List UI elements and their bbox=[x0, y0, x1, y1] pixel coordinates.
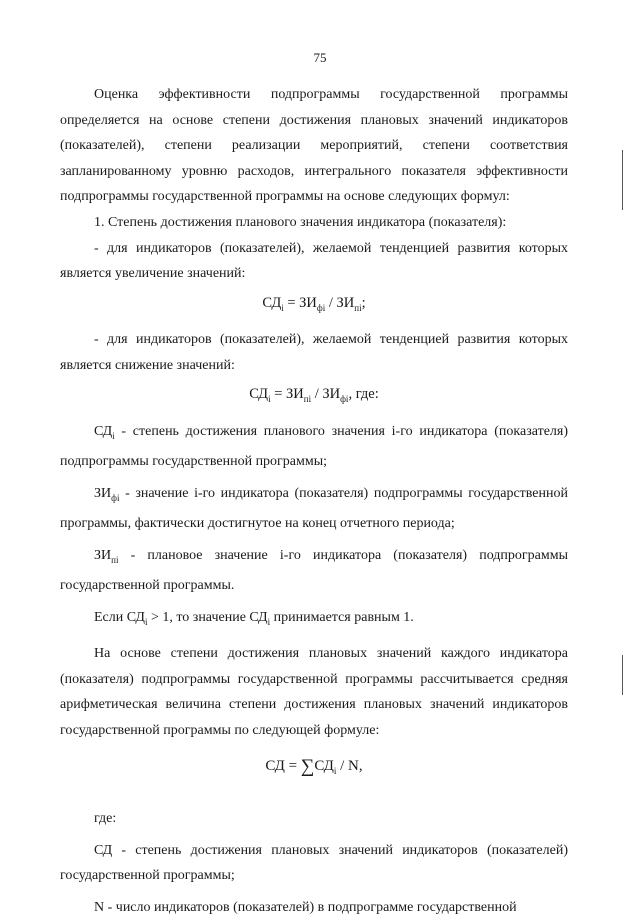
page-number: 75 bbox=[313, 50, 327, 65]
formula-term: ; bbox=[361, 294, 366, 311]
formula-term: СД = bbox=[265, 757, 301, 774]
definition-subscript: i bbox=[112, 430, 115, 441]
definition-text: - степень достижения планового значения i-го индикатора (показателя) подпрограммы государственной программы; bbox=[60, 423, 568, 470]
document-body bbox=[60, 82, 568, 921]
formula-subscript: i bbox=[268, 394, 271, 405]
formula-subscript: фi bbox=[340, 394, 349, 405]
formula-average bbox=[60, 754, 568, 785]
paragraph-average: На основе степени достижения плановых значений каждого индикатора (показателя) подпрограммы государственной программы рассчитывается средняя арифметическая величина степени достижения плановых значений индикаторов государственной программы по следующей формуле: bbox=[60, 646, 568, 739]
definition-term: ЗИ bbox=[94, 485, 112, 501]
definition-subscript: фi bbox=[111, 492, 120, 503]
condition-subscript: i bbox=[144, 616, 148, 627]
formula-term: = ЗИ bbox=[270, 386, 304, 403]
definition-zi-plan bbox=[60, 543, 568, 599]
formula-subscript: пi bbox=[354, 302, 362, 313]
formula-term: / N, bbox=[336, 757, 363, 774]
formula-term: / ЗИ bbox=[311, 386, 341, 403]
formula-increase bbox=[60, 291, 568, 321]
condition-text: > 1, то значение СД bbox=[147, 609, 268, 625]
scan-margin-mark bbox=[622, 150, 623, 210]
definition-subscript: пi bbox=[111, 554, 119, 565]
definition-text: - значение i-го индикатора (показателя) подпрограммы государственной программы, фактически достигнутое на конец отчетного периода; bbox=[60, 485, 568, 532]
paragraph-intro: Оценка эффективности подпрограммы государственной программы определяется на основе степени достижения плановых значений индикаторов (показателей), степени реализации мероприятий, степени соответствия запланированному уровню расходов, интегрального показателя эффективности подпрограммы государственной программы на основе следующих формул: bbox=[60, 87, 568, 205]
definition-sd-total: СД - степень достижения плановых значений индикаторов (показателей) государственной программы; bbox=[60, 842, 568, 884]
formula-term: СД bbox=[249, 386, 269, 403]
formula-subscript: фi bbox=[316, 302, 326, 313]
definition-zi-fact bbox=[60, 481, 568, 537]
sum-symbol: ∑ bbox=[300, 755, 315, 777]
paragraph-condition bbox=[60, 605, 568, 635]
formula-term: СД bbox=[262, 294, 282, 311]
formula-term: / ЗИ bbox=[325, 294, 355, 311]
paragraph-decrease: - для индикаторов (показателей), желаемой тенденцией развития которых является снижение значений: bbox=[60, 332, 568, 373]
condition-text: Если СД bbox=[94, 609, 145, 625]
paragraph-item-1: 1. Степень достижения планового значения индикатора (показателя): bbox=[94, 214, 507, 230]
formula-subscript: i bbox=[333, 765, 337, 776]
definition-sd-i bbox=[60, 419, 568, 475]
formula-term: , где: bbox=[348, 386, 379, 403]
formula-subscript: i bbox=[281, 302, 284, 313]
definition-text: - плановое значение i-го индикатора (показателя) подпрограммы государственной программы. bbox=[60, 547, 568, 594]
paragraph-increase: - для индикаторов (показателей), желаемой тенденцией развития которых является увеличение значений: bbox=[60, 240, 568, 282]
formula-term: СД bbox=[314, 757, 334, 774]
scan-margin-mark bbox=[622, 655, 623, 695]
formula-subscript: пi bbox=[303, 394, 312, 405]
paragraph-where: где: bbox=[94, 811, 117, 827]
definition-term: ЗИ bbox=[94, 547, 112, 563]
condition-text: принимается равным 1. bbox=[270, 609, 414, 625]
condition-subscript: i bbox=[267, 616, 271, 627]
formula-decrease bbox=[60, 382, 568, 412]
definition-term: СД bbox=[94, 423, 113, 439]
definition-n: N - число индикаторов (показателей) в подпрограмме государственной bbox=[94, 900, 517, 915]
formula-term: = ЗИ bbox=[283, 294, 317, 311]
